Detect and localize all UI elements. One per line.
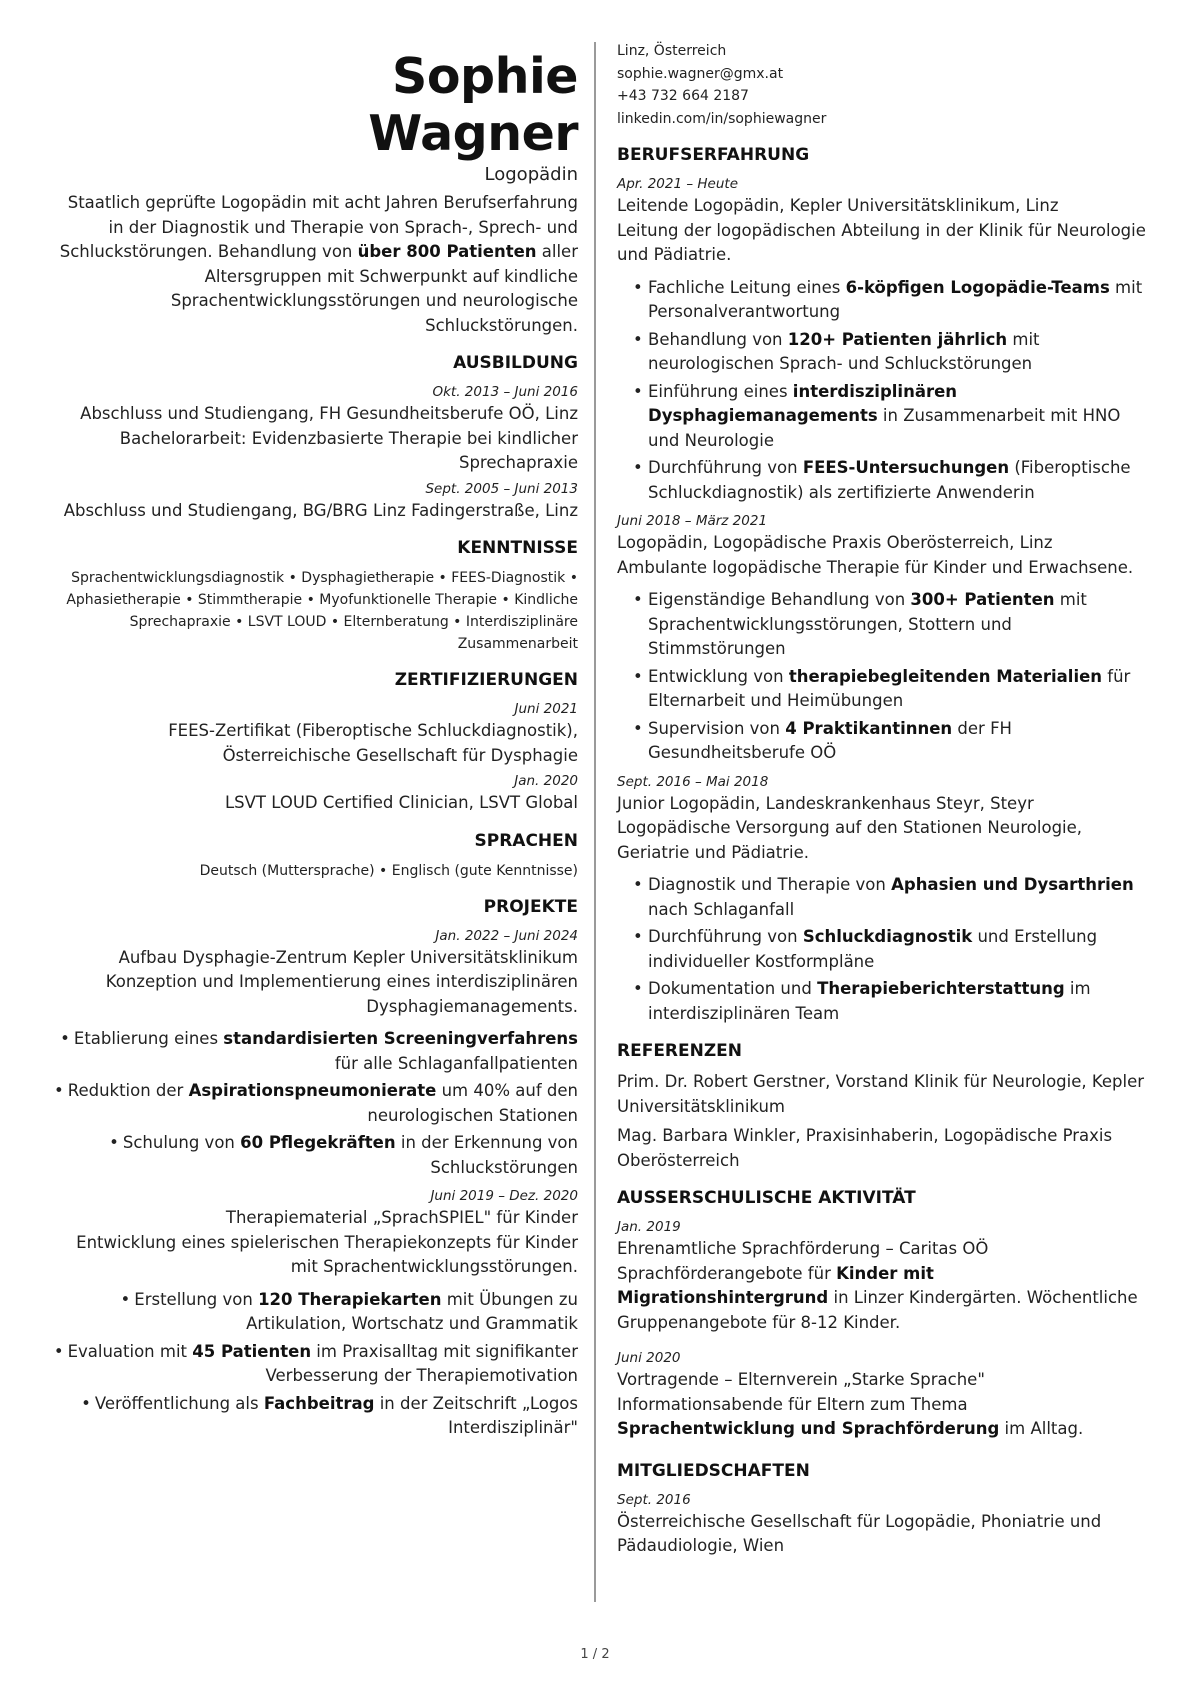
languages-heading: SPRACHEN — [474, 830, 578, 851]
entry-line: LSVT LOUD Certified Clinician, LSVT Global — [224, 793, 578, 812]
entry-description: Sprachförderangebote für Kinder mit Migrationshintergrund in Linzer Kindergärten. Wöchentliche Gruppenangebote für 8-12 Kinder. — [617, 1263, 1138, 1332]
bullet-list — [48, 1027, 578, 1180]
entry-role: Vortragende – Elternverein „Starke Sprache" — [617, 1370, 985, 1389]
profile-summary: Staatlich geprüfte Logopädin mit acht Jahren Berufserfahrung in der Diagnostik und Therapie von Sprach-, Sprech- und Schluckstörungen. Behandlung von über 800 Patienten aller Altersgruppen mit Schwerpunkt auf kindliche Sprachentwicklungsstörungen und neurologische Schluckstörungen. — [59, 193, 578, 335]
entry-date: Juni 2019 – Dez. 2020 — [430, 1188, 578, 1204]
memberships-heading: MITGLIEDSCHAFTEN — [617, 1460, 810, 1481]
entry-role: Leitende Logopädin, Kepler Universitätsklinikum, Linz — [617, 196, 1059, 215]
column-divider — [594, 42, 596, 1602]
entry-date: Apr. 2021 – Heute — [617, 176, 738, 192]
bullet-item: • Schulung von 60 Pflegekräften in der Erkennung von Schluckstörungen — [109, 1133, 578, 1177]
contact-block — [617, 40, 1149, 130]
entry-date: Juni 2021 — [514, 701, 578, 717]
activity-entry — [617, 1348, 1149, 1442]
project-description: Entwicklung eines spielerischen Therapiekonzepts für Kinder mit Sprachentwicklungsstörungen. — [76, 1232, 578, 1276]
entry-line: Abschluss und Studiengang, BG/BRG Linz Fadingerstraße, Linz — [63, 500, 578, 520]
entry-date: Juni 2020 — [617, 1350, 681, 1366]
experience-entry — [617, 772, 1149, 1027]
contact-location: Linz, Österreich — [617, 43, 727, 59]
entry-date: Sept. 2016 – Mai 2018 — [617, 773, 769, 790]
reference-item: Prim. Dr. Robert Gerstner, Vorstand Klinik für Neurologie, Kepler Universitätsklinikum — [617, 1072, 1145, 1116]
project-name: Therapiematerial „SprachSPIEL" für Kinder — [225, 1208, 578, 1227]
contact-phone[interactable]: +43 732 664 2187 — [617, 88, 749, 104]
contact-linkedin[interactable]: linkedin.com/in/sophiewagner — [617, 110, 827, 127]
entry-description: Leitung der logopädischen Abteilung in der Klinik für Neurologie und Pädiatrie. — [617, 220, 1146, 264]
name-first: Sophie — [392, 48, 578, 105]
project-name: Aufbau Dysphagie-Zentrum Kepler Universitätsklinikum — [118, 947, 578, 967]
contact-email[interactable]: sophie.wagner@gmx.at — [617, 65, 784, 82]
name-last: Wagner — [368, 105, 578, 162]
bullet-item: • Eigenständige Behandlung von 300+ Patienten mit Sprachentwicklungsstörungen, Stottern und Stimmstörungen — [617, 588, 1149, 662]
project-entry — [48, 926, 578, 1181]
bullet-list — [48, 1288, 578, 1441]
entry-description: Logopädische Versorgung auf den Stationen Neurologie, Geriatrie und Pädiatrie. — [617, 818, 1083, 862]
bullet-item: • Erstellung von 120 Therapiekarten mit Übungen zu Artikulation, Wortschatz und Grammatik — [120, 1289, 578, 1333]
activities-heading: AUSSERSCHULISCHE AKTIVITÄT — [617, 1188, 916, 1208]
entry-description: Ambulante logopädische Therapie für Kinder und Erwachsene. — [617, 557, 1134, 577]
bullet-item: • Veröffentlichung als Fachbeitrag in der Zeitschrift „Logos Interdisziplinär" — [81, 1393, 578, 1437]
bullet-item: • Fachliche Leitung eines 6-köpfigen Logopädie-Teams mit Personalverantwortung — [617, 276, 1149, 325]
reference-item: Mag. Barbara Winkler, Praxisinhaberin, Logopädische Praxis Oberösterreich — [617, 1126, 1113, 1170]
skills-list: Sprachentwicklungsdiagnostik • Dysphagietherapie • FEES-Diagnostik • Aphasietherapie • Stimmtherapie • Myofunktionelle Therapie • Kindliche Sprechapraxie • LSVT LOUD • Elternberatung • Interdisziplinäre Zusammenarbeit — [66, 570, 578, 652]
entry-date: Sept. 2016 — [617, 1491, 691, 1508]
bullet-item: • Supervision von 4 Praktikantinnen der FH Gesundheitsberufe OÖ — [617, 717, 1149, 766]
bullet-list — [617, 873, 1149, 1026]
membership-entry — [617, 1490, 1149, 1559]
left-column — [48, 48, 578, 1447]
entry-date: Juni 2018 – März 2021 — [617, 513, 768, 529]
job-title: Logopädin — [484, 164, 578, 185]
bullet-item: • Dokumentation und Therapieberichterstattung im interdisziplinären Team — [617, 977, 1149, 1026]
entry-date: Sept. 2005 – Juni 2013 — [425, 480, 578, 497]
experience-heading: BERUFSERFAHRUNG — [617, 145, 810, 165]
education-heading: AUSBILDUNG — [453, 353, 578, 373]
certifications-heading: ZERTIFIZIERUNGEN — [394, 670, 578, 690]
entry-description: Informationsabende für Eltern zum Thema Sprachentwicklung und Sprachförderung im Alltag. — [617, 1394, 1084, 1438]
project-description: Konzeption und Implementierung eines interdisziplinären Dysphagiemanagements. — [105, 972, 578, 1016]
entry-date: Jan. 2022 – Juni 2024 — [435, 927, 578, 944]
bullet-item: • Diagnostik und Therapie von Aphasien und Dysarthrien nach Schlaganfall — [617, 873, 1149, 922]
skills-heading: KENNTNISSE — [457, 538, 578, 558]
entry-line: Österreichische Gesellschaft für Logopädie, Phoniatrie und Pädaudiologie, Wien — [617, 1511, 1102, 1555]
bullet-list — [617, 276, 1149, 506]
certification-entry — [48, 771, 578, 816]
bullet-item: • Evaluation mit 45 Patienten im Praxisalltag mit signifikanter Verbesserung der Therapiemotivation — [53, 1341, 578, 1385]
entry-date: Jan. 2019 — [617, 1219, 681, 1235]
experience-entry — [617, 511, 1149, 766]
page-number: 1 / 2 — [580, 1647, 610, 1662]
bullet-item: • Durchführung von FEES-Untersuchungen (Fiberoptische Schluckdiagnostik) als zertifizierte Anwenderin — [617, 456, 1149, 505]
bullet-item: • Etablierung eines standardisierten Screeningverfahrens für alle Schlaganfallpatienten — [60, 1029, 578, 1073]
education-entry — [48, 382, 578, 476]
project-entry — [48, 1186, 578, 1441]
entry-role: Junior Logopädin, Landeskrankenhaus Steyr, Steyr — [617, 793, 1034, 813]
right-column — [617, 40, 1149, 1559]
activity-entry — [617, 1217, 1149, 1335]
entry-date: Jan. 2020 — [514, 773, 578, 789]
entry-date: Okt. 2013 – Juni 2016 — [432, 384, 578, 400]
certification-entry — [48, 699, 578, 768]
bullet-item: • Durchführung von Schluckdiagnostik und Erstellung individueller Kostformpläne — [617, 925, 1149, 974]
languages-list: Deutsch (Muttersprache) • Englisch (gute Kenntnisse) — [199, 862, 578, 879]
experience-entry — [617, 174, 1149, 505]
references-heading: REFERENZEN — [617, 1041, 743, 1061]
entry-role: Logopädin, Logopädische Praxis Oberösterreich, Linz — [617, 533, 1053, 552]
education-entry — [48, 479, 578, 524]
entry-line: FEES-Zertifikat (Fiberoptische Schluckdiagnostik), Österreichische Gesellschaft für Dysphagie — [168, 721, 578, 765]
entry-line: Abschluss und Studiengang, FH Gesundheitsberufe OÖ, Linz — [80, 404, 578, 423]
projects-heading: PROJEKTE — [483, 896, 578, 917]
entry-detail: Bachelorarbeit: Evidenzbasierte Therapie bei kindlicher Sprechapraxie — [119, 428, 578, 472]
bullet-item: • Behandlung von 120+ Patienten jährlich mit neurologischen Sprach- und Schluckstörungen — [617, 328, 1149, 377]
bullet-item: • Entwicklung von therapiebegleitenden Materialien für Elternarbeit und Heimübungen — [617, 665, 1149, 714]
bullet-item: • Reduktion der Aspirationspneumonierate um 40% auf den neurologischen Stationen — [53, 1081, 578, 1125]
bullet-item: • Einführung eines interdisziplinären Dysphagiemanagements in Zusammenarbeit mit HNO und Neurologie — [617, 380, 1149, 454]
bullet-list — [617, 588, 1149, 766]
entry-role: Ehrenamtliche Sprachförderung – Caritas OÖ — [617, 1239, 989, 1258]
